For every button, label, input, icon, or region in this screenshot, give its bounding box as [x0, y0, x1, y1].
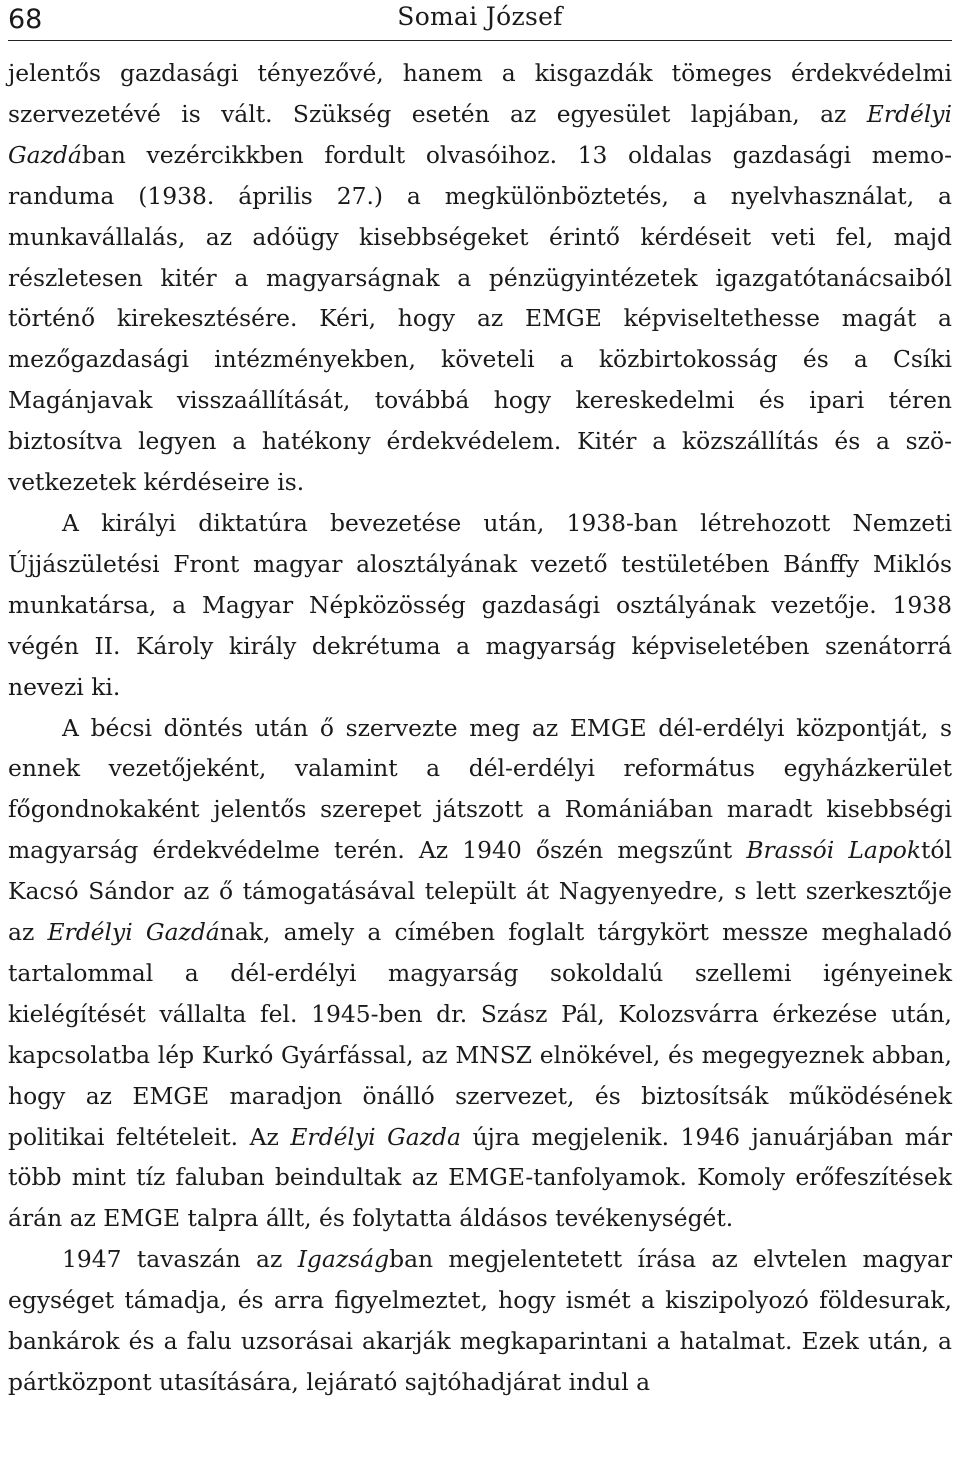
italic-title: Erdélyi Gazdá — [8, 99, 952, 169]
text-run: jelentős gazdasági tényezővé, hanem a kisgazdák tömeges érdekvédelmi szervezetévé is vált. Szükség esetén az egyesület lapjában, az — [8, 59, 952, 128]
text-run: nak, amely a címében foglalt tárgykört messze meghaladó tartalommal a dél-erdélyi magyarság sokoldalú szellemi igényeinek kielégítését vállalta fel. 1945-ben dr. Szász Pál, Kolozsvárra érkezése után, kapcsolatba lép Kurkó Gyárfással, az MNSZ elnökével, és megegyeznek abban, hogy az EMGE maradjon önálló szervezet, és biztosítsák működésének politikai feltételeit. Az — [8, 918, 952, 1151]
paragraph — [8, 1239, 952, 1403]
text-run: A királyi diktatúra bevezetése után, 1938-ban létrehozott Nemzeti Újjászületési Front magyar alosztályának vezető testületében Bánffy Miklós munkatársa, a Magyar Népközösség gazdasági osztályának vezetője. 1938 végén II. Károly király dekrétuma a magyarság képviseletében szenátorrá nevezi ki. — [8, 508, 952, 701]
italic-title: Erdélyi Gazda — [290, 1122, 461, 1151]
italic-title: Brassói Lapok — [746, 836, 922, 865]
text-run: ban vezércikkben fordult olvasóihoz. 13 oldalas gazdasági memoranduma (1938. április 27.) a megkülönböztetés, a nyelvhasználat, a munkavállalás, az adóügy kisebbségeket érintő kérdéseit veti fel, majd részletesen kitér a magyarságnak a pénzügyintézetek igazgatótanácsaiból történő kirekesztésére. Kéri, hogy az EMGE képviseltethesse magát a mezőgazdasági intézményekben, követeli a közbirtokosság és a Csíki Magánjavak visszaállítását, továbbá hogy kereskedelmi és ipari téren biztosítva legyen a hatékony érdekvédelem. Kitér a közszállítás és a szövetkezetek kérdéseire is. — [8, 140, 952, 497]
text-run: 1947 tavaszán az — [62, 1245, 298, 1274]
page-number: 68 — [8, 4, 43, 35]
italic-title: Igazság — [297, 1245, 390, 1274]
text-run: újra megjelenik. 1946 januárjában már több mint tíz faluban beindultak az EMGE-tanfolyamok. Komoly erőfeszítések árán az EMGE talpra állt, és folytatta áldásos tevékenységét. — [8, 1122, 952, 1233]
paragraph — [8, 708, 952, 1240]
text-run: A bécsi döntés után ő szervezte meg az EMGE dél-erdélyi központját, s ennek vezetőjeként, valamint a dél-erdélyi református egyházkerület főgondnokaként jelentős szerepet játszott a Romániában maradt kisebbségi magyarság érdekvédelme terén. Az 1940 őszén megszűnt — [8, 713, 952, 865]
body-text — [8, 53, 952, 1403]
running-head: Somai József — [397, 2, 563, 31]
italic-title: Erdélyi Gazdá — [47, 918, 220, 947]
text-run: ban megjelentetett írása az elvtelen magyar egységet támadja, és arra figyelmeztet, hogy ismét a kiszipolyozó földesurak, bankárok és a falu uzsorásai akarják megkaparintani a hatalmat. Ezek után, a pártközpont utasítására, lejárató sajtóhadjárat indul a — [8, 1245, 952, 1396]
paragraph — [8, 503, 952, 708]
paragraph — [8, 53, 952, 503]
text-run: tól Kacsó Sándor az ő támogatásával települt át Nagyenyedre, s lett szerkesztője az — [8, 836, 952, 947]
page-header — [8, 0, 952, 41]
